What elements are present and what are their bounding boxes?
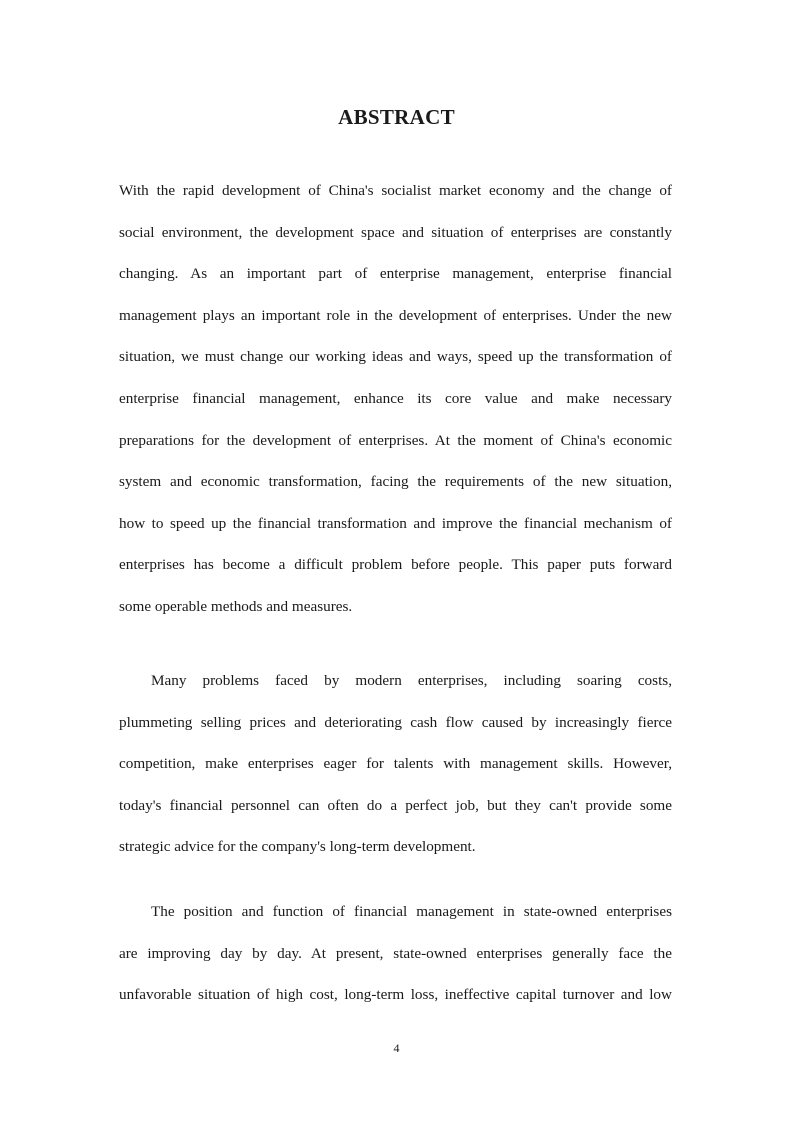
text-line: some operable methods and measures. [119,597,353,615]
text-line: competition, make enterprises eager for talents with management skills. However, [119,755,672,773]
page-number: 4 [393,1041,400,1055]
text-line: Many problems faced by modern enterprises, including soaring costs, [151,672,672,689]
text-line: situation, we must change our working ideas and ways, speed up the transformation of [119,348,672,366]
text-line: are improving day by day. At present, state-owned enterprises generally face the [119,944,672,962]
abstract-heading: ABSTRACT [338,105,455,129]
text-line: enterprises has become a difficult problem before people. This paper puts forward [119,556,672,574]
text-line: plummeting selling prices and deteriorating cash flow caused by increasingly fierce [119,713,672,731]
text-line: social environment, the development space and situation of enterprises are constantly [119,223,672,241]
text-line: enterprise financial management, enhance its core value and make necessary [119,389,672,407]
text-line: how to speed up the financial transformation and improve the financial mechanism of [119,514,672,532]
paragraph-2 [119,660,672,868]
text-line: system and economic transformation, facing the requirements of the new situation, [119,473,672,491]
text-line: strategic advice for the company's long-term development. [119,838,476,856]
text-line: management plays an important role in the development of enterprises. Under the new [119,306,672,324]
text-line: changing. As an important part of enterprise management, enterprise financial [119,265,672,283]
text-line: today's financial personnel can often do a perfect job, but they can't provide some [119,796,672,814]
paragraph-3 [119,891,672,1016]
text-line: The position and function of financial management in state-owned enterprises [151,903,672,920]
text-line: With the rapid development of China's socialist market economy and the change of [119,182,672,199]
text-line: preparations for the development of enterprises. At the moment of China's economic [119,431,672,449]
text-line: unfavorable situation of high cost, long-term loss, ineffective capital turnover and low [119,986,672,1004]
paragraph-1 [119,170,672,628]
